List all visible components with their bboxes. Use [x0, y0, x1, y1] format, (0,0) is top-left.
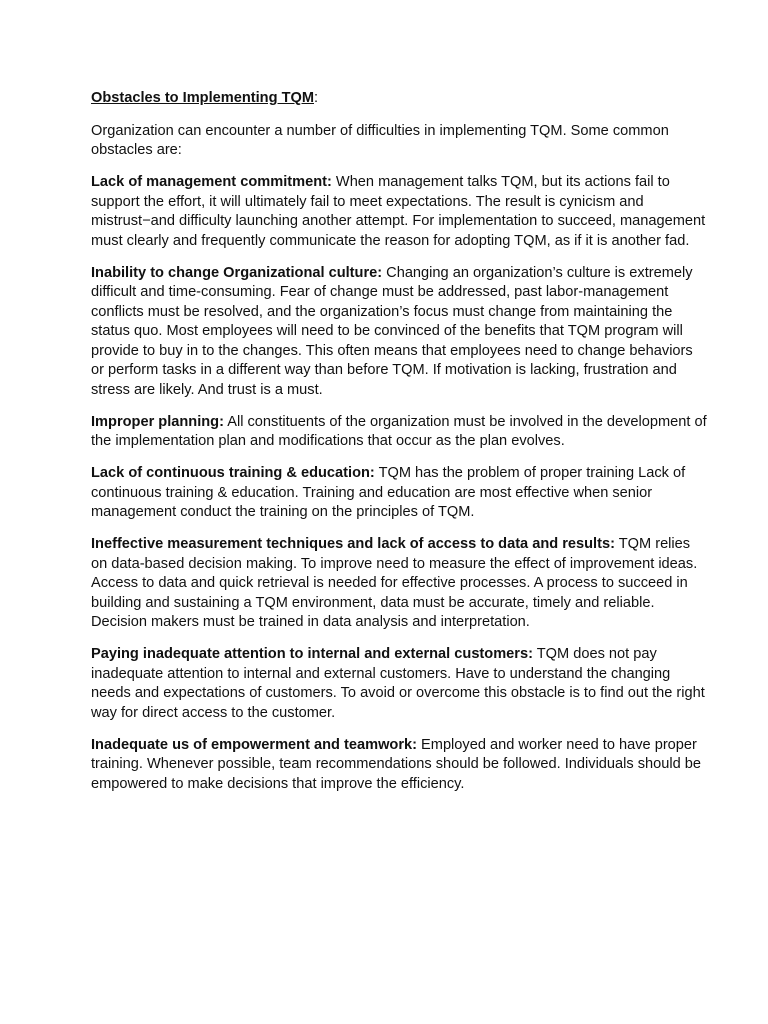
- obstacle-title: Paying inadequate attention to internal and external customers:: [91, 646, 533, 662]
- obstacle-paragraph-improper-planning: [91, 413, 708, 452]
- obstacle-paragraph-organizational-culture: [91, 264, 708, 401]
- obstacle-body: When management talks TQM, but its actions fail to support the effort, it will ultimately fail to meet expectations. The result is cynicism and mistrust−and difficulty launching another attempt. For implementation to succeed, management must clearly and frequently communicate the reason for adopting TQM, as if it is another fad.: [91, 174, 706, 249]
- obstacle-paragraph-training-education: [91, 464, 708, 523]
- obstacle-title: Inability to change Organizational culture:: [91, 264, 383, 281]
- obstacle-paragraph-management-commitment: [91, 173, 708, 251]
- obstacle-body: TQM has the problem of proper training Lack of continuous training & education. Training and education are most effective when senior management conduct the training on the principles of TQM.: [91, 465, 686, 520]
- obstacle-title: Lack of continuous training & education:: [91, 465, 375, 481]
- obstacle-body: Changing an organization’s culture is extremely difficult and time-consuming. Fear of change must be addressed, past labor-management conflicts must be resolved, and the organization’s focus must change from maintaining the status quo. Most employees will need to be convinced of the benefits that TQM program will provide to buy in to the changes. This often means that employees need to change behaviors or perform tasks in a different way than before TQM. If motivation is lacking, frustration and stress are likely. And trust is a must.: [91, 264, 693, 398]
- obstacle-title: Inadequate us of empowerment and teamwork:: [91, 736, 417, 753]
- obstacle-title: Lack of management commitment:: [91, 174, 332, 190]
- heading-text: Obstacles to Implementing TQM: [91, 90, 314, 106]
- obstacle-paragraph-measurement-techniques: [91, 535, 708, 633]
- obstacle-body: TQM does not pay inadequate attention to internal and external customers. Have to understand the changing needs and expectations of customers. To avoid or overcome this obstacle is to find out the right way for direct access to the customer.: [91, 646, 705, 721]
- obstacle-title: Ineffective measurement techniques and lack of access to data and results:: [91, 536, 615, 552]
- document-heading: [91, 89, 708, 109]
- obstacle-body: Employed and worker need to have proper training. Whenever possible, team recommendations should be followed. Individuals should be empowered to make decisions that improve the efficiency.: [91, 736, 702, 792]
- obstacle-body: TQM relies on data-based decision making. To improve need to measure the effect of improvement ideas. Access to data and quick retrieval is needed for effective processes. A process to succeed in building and sustaining a TQM environment, data must be accurate, timely and reliable. Decision makers must be trained in data analysis and interpretation.: [91, 536, 698, 630]
- obstacle-body: All constituents of the organization must be involved in the development of the implementation plan and modifications that occur as the plan evolves.: [91, 413, 707, 449]
- obstacle-paragraph-customers: [91, 645, 708, 723]
- obstacle-paragraph-empowerment-teamwork: [91, 736, 708, 795]
- heading-colon: :: [314, 90, 319, 106]
- intro-paragraph: Organization can encounter a number of difficulties in implementing TQM. Some common obstacles are:: [91, 122, 669, 158]
- obstacle-title: Improper planning:: [91, 413, 224, 430]
